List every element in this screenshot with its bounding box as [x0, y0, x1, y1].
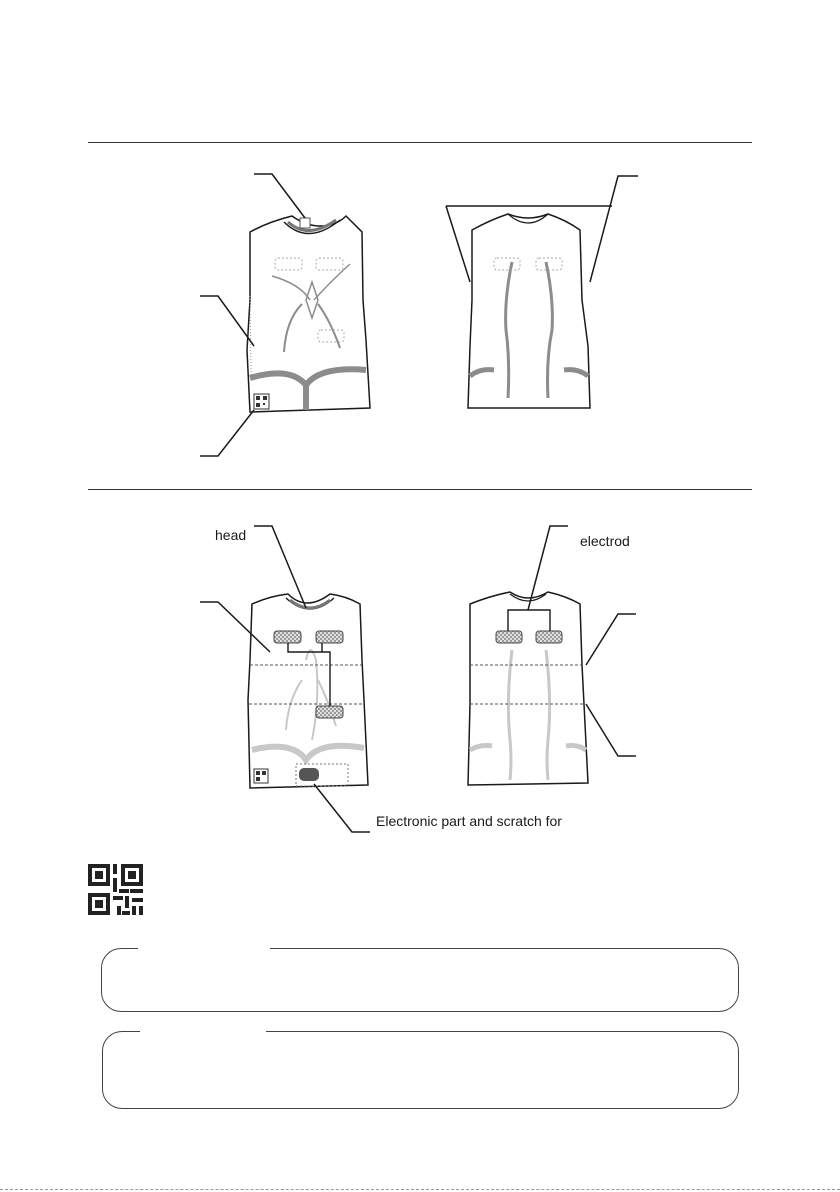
neck-label-tag	[300, 218, 310, 228]
front-garment-top	[200, 174, 370, 456]
electrode-pad	[316, 631, 343, 643]
electrode-pad	[496, 631, 522, 643]
electrode-pad	[316, 706, 343, 718]
info-box-2-title-gap	[140, 1029, 266, 1033]
qr-code-large-icon	[88, 864, 143, 915]
electrode-pad	[274, 631, 301, 643]
front-garment-bottom	[200, 526, 370, 832]
back-garment-bottom	[468, 526, 636, 785]
electrode-pad	[536, 631, 562, 643]
info-box-2	[102, 1031, 739, 1109]
electronic-module	[299, 768, 319, 781]
label-electrode: electrod	[580, 533, 630, 549]
label-head: head	[215, 527, 247, 543]
info-box-1	[101, 948, 739, 1012]
label-electronic-part: Electronic part and scratch for	[376, 813, 562, 829]
qr-code-icon	[254, 394, 269, 409]
bottom-edge-dash	[0, 1189, 840, 1190]
back-garment-top	[446, 176, 638, 408]
info-box-1-title-gap	[138, 946, 270, 950]
qr-code-icon	[254, 769, 268, 783]
